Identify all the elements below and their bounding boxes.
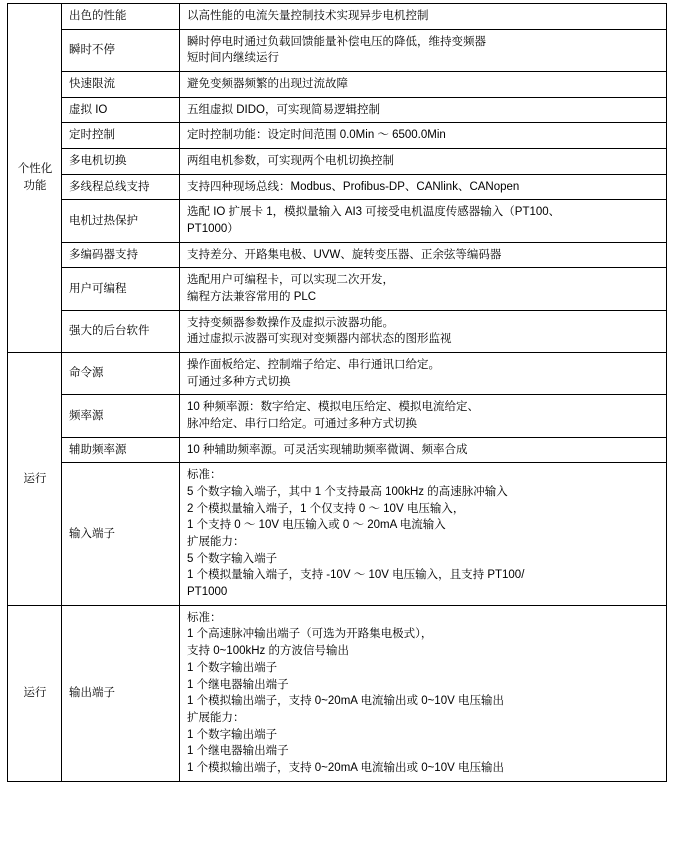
desc-line: PT1000 (187, 586, 228, 599)
desc-line: 10 种辅助频率源。可灵活实现辅助频率微调、频率合成 (187, 443, 468, 456)
feature-name: 频率源 (62, 395, 180, 437)
table-body (8, 4, 667, 782)
feature-name: 强大的后台软件 (62, 310, 180, 352)
feature-description (180, 97, 667, 123)
desc-line: 1 个模拟量输入端子，支持 -10V ～ 10V 电压输入，且支持 PT100/ (187, 569, 525, 582)
desc-line: 5 个数字输入端子 (187, 552, 278, 565)
group-label: 运行 (23, 472, 47, 485)
table-row (8, 123, 667, 149)
desc-line: 支持变频器参数操作及虚拟示波器功能。 (187, 316, 394, 329)
feature-name: 多线程总线支持 (62, 174, 180, 200)
feature-name: 辅助频率源 (62, 437, 180, 463)
feature-description (180, 29, 667, 71)
feature-description (180, 72, 667, 98)
feature-description (180, 174, 667, 200)
feature-name: 命令源 (62, 353, 180, 395)
table-row (8, 4, 667, 30)
desc-line: 脉冲给定、串行口给定。可通过多种方式切换 (187, 418, 417, 431)
feature-description (180, 353, 667, 395)
table-row (8, 174, 667, 200)
feature-name: 输出端子 (62, 605, 180, 781)
feature-name: 定时控制 (62, 123, 180, 149)
desc-line: PT1000） (187, 223, 239, 236)
feature-description (180, 437, 667, 463)
desc-line: 1 个继电器输出端子 (187, 745, 289, 758)
feature-name: 出色的性能 (62, 4, 180, 30)
desc-line: 2 个模拟量输入端子，1 个仅支持 0 ～ 10V 电压输入， (187, 502, 465, 515)
desc-line: 1 个模拟输出端子，支持 0~20mA 电流输出或 0~10V 电压输出 (187, 695, 504, 708)
desc-line: 选配用户可编程卡，可以实现二次开发， (187, 274, 394, 287)
desc-line: 支持四种现场总线：Modbus、Profibus-DP、CANlink、CANopen (187, 180, 520, 193)
feature-description (180, 149, 667, 175)
table-row (8, 395, 667, 437)
feature-name: 多编码器支持 (62, 242, 180, 268)
desc-line: 扩展能力： (187, 536, 245, 549)
group-label: 运行 (23, 686, 47, 699)
desc-line: 避免变频器频繁的出现过流故障 (187, 78, 348, 91)
desc-line: 标准： (187, 611, 222, 624)
desc-line: 选配 IO 扩展卡 1，模拟量输入 AI3 可接受电机温度传感器输入（PT100、 (187, 206, 561, 219)
desc-line: 以高性能的电流矢量控制技术实现异步电机控制 (187, 10, 429, 22)
table-row (8, 72, 667, 98)
group-label-cell (8, 605, 62, 781)
feature-name: 输入端子 (62, 463, 180, 605)
table-row (8, 149, 667, 175)
desc-line: 1 个数字输出端子 (187, 728, 278, 741)
desc-line: 定时控制功能：设定时间范围 0.0Min ～ 6500.0Min (187, 129, 446, 142)
desc-line: 支持差分、开路集电极、UVW、旋转变压器、正余弦等编码器 (187, 248, 502, 261)
feature-name: 瞬时不停 (62, 29, 180, 71)
feature-name: 电机过热保护 (62, 200, 180, 242)
feature-name: 虚拟 IO (62, 97, 180, 123)
desc-line: 1 个继电器输出端子 (187, 678, 289, 691)
desc-line: 10 种频率源：数字给定、模拟电压给定、模拟电流给定、 (187, 401, 479, 414)
desc-line: 1 个高速脉冲输出端子（可选为开路集电极式）， (187, 628, 433, 641)
table-row (8, 463, 667, 605)
feature-description (180, 395, 667, 437)
specification-table (7, 3, 667, 782)
group-label-cell (8, 4, 62, 353)
desc-line: 标准： (187, 469, 222, 482)
feature-description (180, 242, 667, 268)
table-row (8, 310, 667, 352)
table-row (8, 97, 667, 123)
feature-description (180, 310, 667, 352)
feature-name: 快速限流 (62, 72, 180, 98)
feature-name: 多电机切换 (62, 149, 180, 175)
table-row (8, 605, 667, 781)
desc-line: 可通过多种方式切换 (187, 375, 291, 388)
feature-description (180, 4, 667, 30)
table-row (8, 200, 667, 242)
table-row (8, 29, 667, 71)
feature-description (180, 605, 667, 781)
desc-line: 五组虚拟 DIDO，可实现简易逻辑控制 (187, 103, 380, 116)
feature-description (180, 123, 667, 149)
table-row (8, 353, 667, 395)
desc-line: 操作面板给定、控制端子给定、串行通讯口给定。 (187, 359, 440, 372)
desc-line: 通过虚拟示波器可实现对变频器内部状态的图形监视 (187, 333, 452, 346)
group-label-cell (8, 353, 62, 606)
desc-line: 5 个数字输入端子，其中 1 个支持最高 100kHz 的高速脉冲输入 (187, 486, 508, 499)
desc-line: 短时间内继续运行 (187, 52, 279, 65)
table-row (8, 268, 667, 310)
table-row (8, 437, 667, 463)
feature-name: 用户可编程 (62, 268, 180, 310)
group-label: 个性化功能 (17, 163, 53, 193)
desc-line: 1 个数字输出端子 (187, 661, 278, 674)
feature-description (180, 200, 667, 242)
desc-line: 编程方法兼容常用的 PLC (187, 291, 317, 304)
desc-line: 瞬时停电时通过负载回馈能量补偿电压的降低，维持变频器 (187, 35, 486, 48)
desc-line: 支持 0~100kHz 的方波信号输出 (187, 645, 349, 658)
feature-description (180, 268, 667, 310)
table-row (8, 242, 667, 268)
desc-line: 两组电机参数，可实现两个电机切换控制 (187, 155, 394, 168)
desc-line: 1 个模拟输出端子，支持 0~20mA 电流输出或 0~10V 电压输出 (187, 761, 504, 774)
feature-description (180, 463, 667, 605)
desc-line: 1 个支持 0 ～ 10V 电压输入或 0 ～ 20mA 电流输入 (187, 519, 446, 532)
desc-line: 扩展能力： (187, 711, 245, 724)
